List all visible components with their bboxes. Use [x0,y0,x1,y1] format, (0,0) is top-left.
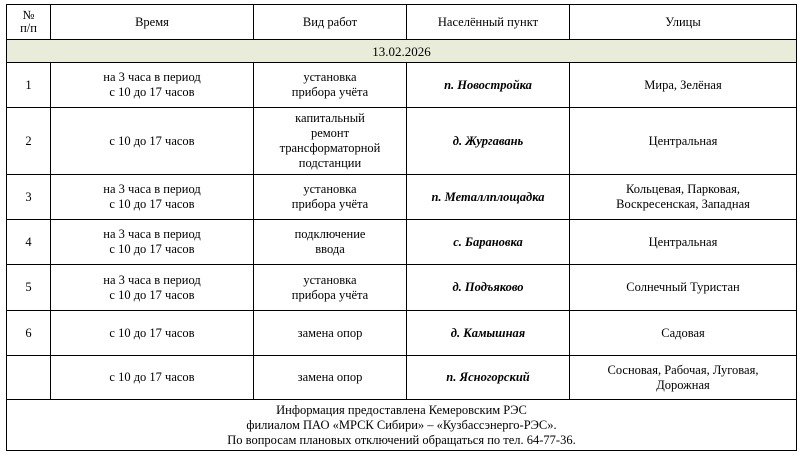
table-row [7,265,797,311]
row-streets: Центральная [570,108,797,175]
row-time: с 10 до 17 часов [51,356,254,400]
row-num: 1 [7,63,51,108]
row-streets: Садовая [570,311,797,356]
row-num: 3 [7,175,51,220]
footer-line-3: По вопросам плановых отключений обращаться по тел. 64-77-36. [227,432,576,447]
row-streets: Сосновая, Рабочая, Луговая, Дорожная [570,356,797,400]
row-streets: Мира, Зелёная [570,63,797,108]
footer-note [7,400,797,451]
row-num: 4 [7,220,51,265]
header-num: № п/п [7,5,51,40]
row-num: 6 [7,311,51,356]
row-locality: п. Металлплощадка [407,175,570,220]
row-num [7,356,51,400]
footer-line-2: филиалом ПАО «МРСК Сибири» – «Кузбассэнерго-РЭС». [246,417,557,432]
footer-row [7,400,797,451]
row-locality: д. Жургавань [407,108,570,175]
row-work: капитальный ремонт трансформаторной подстанции [254,108,407,175]
table-row [7,108,797,175]
table-header-row [7,5,797,40]
table-row [7,311,797,356]
row-time: с 10 до 17 часов [51,311,254,356]
row-locality: п. Ясногорский [407,356,570,400]
header-streets: Улицы [570,5,797,40]
row-locality: д. Подъяково [407,265,570,311]
row-work: установка прибора учёта [254,63,407,108]
footer-line-1: Информация предоставлена Кемеровским РЭС [276,402,527,417]
row-num: 2 [7,108,51,175]
row-work: замена опор [254,311,407,356]
row-time: на 3 часа в период с 10 до 17 часов [51,265,254,311]
row-locality: д. Камышная [407,311,570,356]
row-streets: Кольцевая, Парковая, Воскресенская, Западная [570,175,797,220]
row-time: на 3 часа в период с 10 до 17 часов [51,220,254,265]
row-work: замена опор [254,356,407,400]
row-streets: Центральная [570,220,797,265]
table-row [7,175,797,220]
row-time: с 10 до 17 часов [51,108,254,175]
date-cell: 13.02.2026 [7,40,797,63]
header-time: Время [51,5,254,40]
row-locality: п. Новостройка [407,63,570,108]
header-locality: Населённый пункт [407,5,570,40]
row-num: 5 [7,265,51,311]
outage-schedule-table [6,4,797,451]
table-row [7,63,797,108]
table-row [7,220,797,265]
header-work: Вид работ [254,5,407,40]
row-streets: Солнечный Туристан [570,265,797,311]
row-work: подключение ввода [254,220,407,265]
row-time: на 3 часа в период с 10 до 17 часов [51,175,254,220]
row-work: установка прибора учёта [254,265,407,311]
table-row [7,356,797,400]
date-row [7,40,797,63]
row-work: установка прибора учёта [254,175,407,220]
row-locality: с. Барановка [407,220,570,265]
row-time: на 3 часа в период с 10 до 17 часов [51,63,254,108]
